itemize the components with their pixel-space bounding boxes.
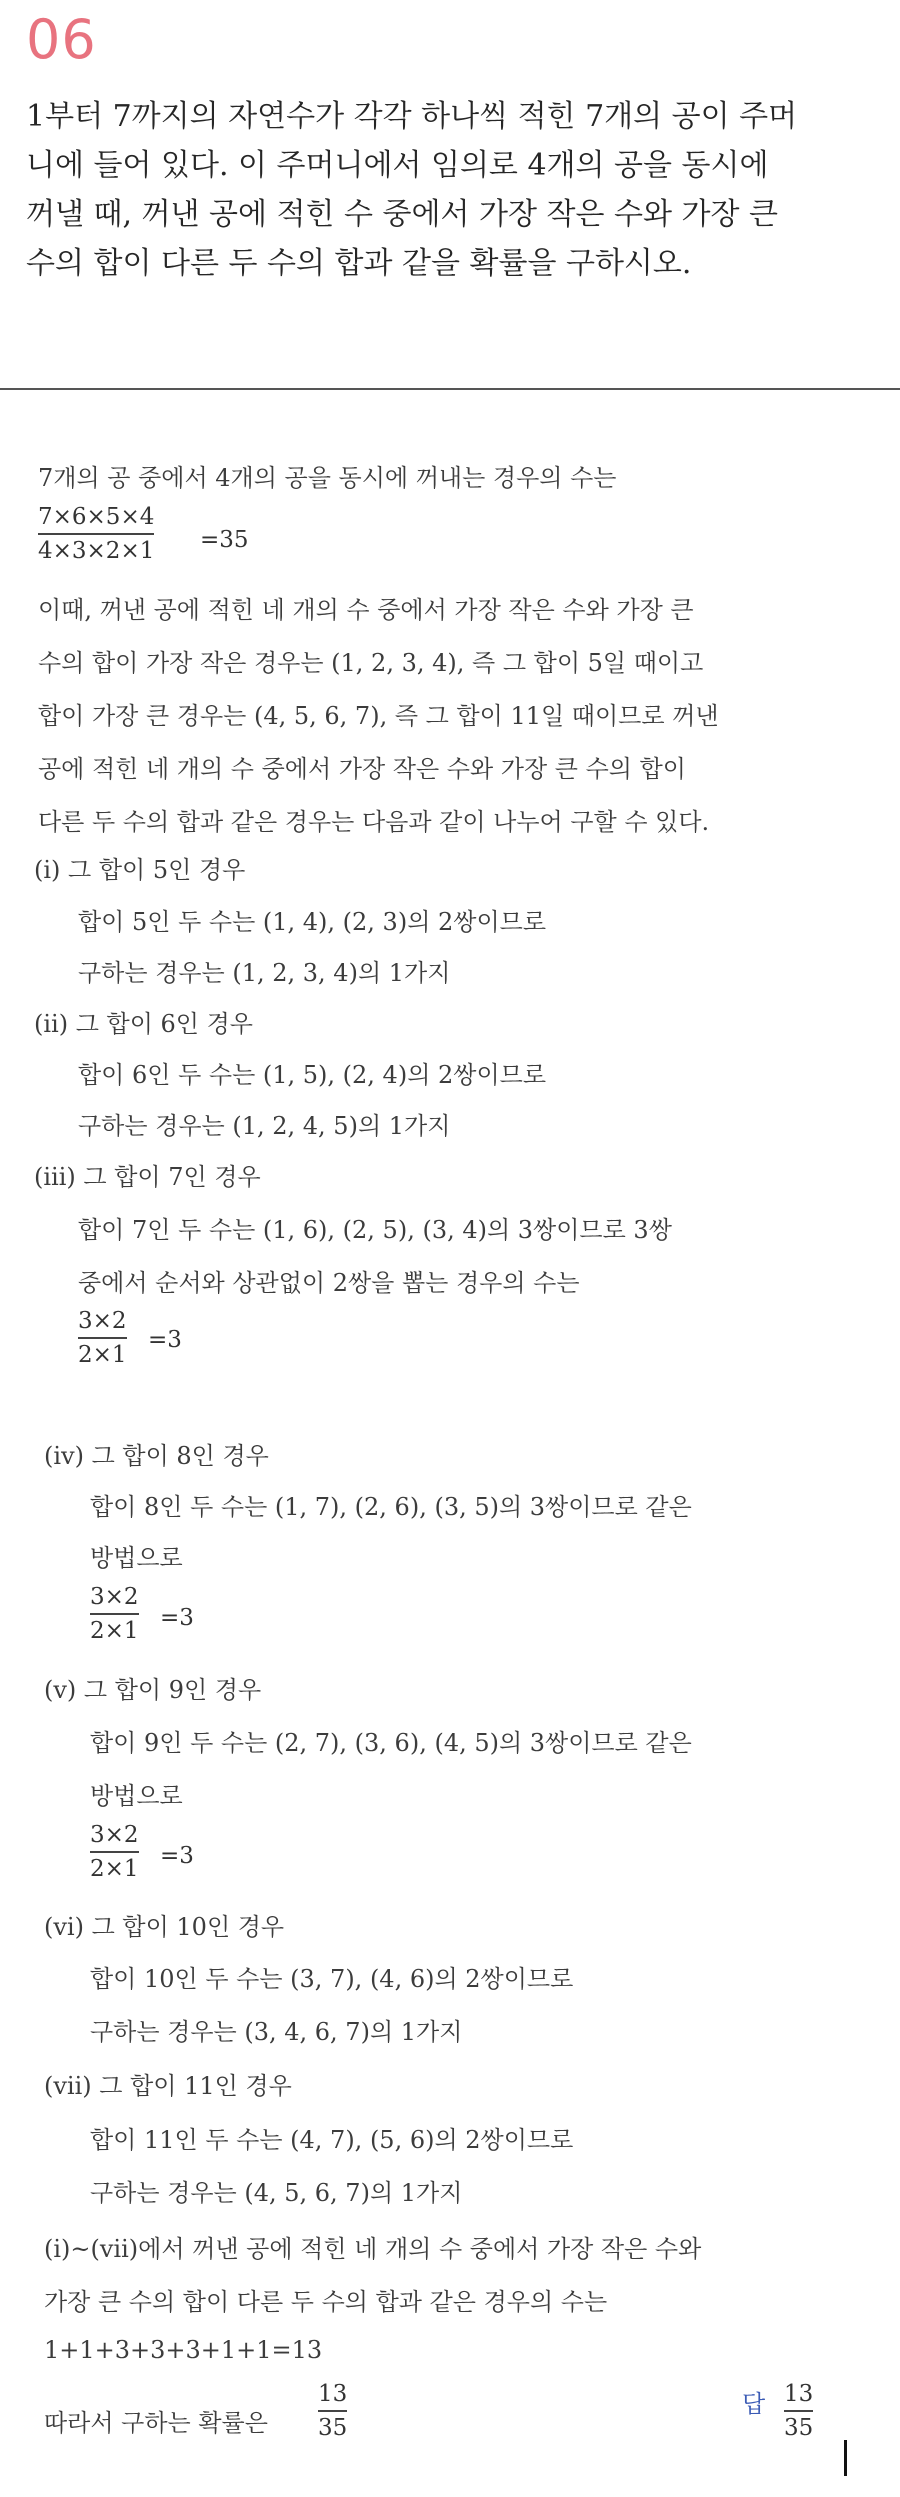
final-prefix: 따라서 구하는 확률은: [44, 2409, 268, 2437]
case-line: 합이 9인 두 수는 (2, 7), (3, 6), (4, 5)의 3쌍이므로 같은: [90, 1729, 692, 1757]
fraction-total-cases: [38, 503, 154, 565]
fraction-denominator: 2×1: [90, 1617, 139, 1644]
fraction-bar: [90, 1613, 139, 1615]
solution-line: 합이 가장 큰 경우는 (4, 5, 6, 7), 즉 그 합이 11일 때이므로 꺼낸: [38, 702, 719, 730]
fraction-case-5: [90, 1821, 139, 1883]
case-heading: (ⅰ) 그 합이 5인 경우: [34, 856, 246, 884]
case-line: 구하는 경우는 (1, 2, 4, 5)의 1가지: [78, 1112, 451, 1140]
case-line: 합이 11인 두 수는 (4, 7), (5, 6)의 2쌍이므로: [90, 2126, 574, 2154]
section-divider: [0, 388, 900, 390]
case-line: 합이 5인 두 수는 (1, 4), (2, 3)의 2쌍이므로: [78, 908, 547, 936]
fraction-result: =3: [160, 1843, 194, 1869]
case-line: 합이 6인 두 수는 (1, 5), (2, 4)의 2쌍이므로: [78, 1061, 547, 1089]
fraction-numerator: 3×2: [90, 1822, 139, 1848]
fraction-result: =3: [160, 1605, 194, 1631]
problem-text: [26, 92, 876, 288]
problem-line-1: 1부터 7까지의 자연수가 각각 하나씩 적힌 7개의 공이 주머: [26, 99, 798, 134]
case-heading: (ⅶ) 그 합이 11인 경우: [44, 2072, 292, 2100]
fraction-result: =35: [200, 527, 249, 553]
solution-line: 다른 두 수의 합과 같은 경우는 다음과 같이 나누어 구할 수 있다.: [38, 808, 710, 836]
fraction-case-4: [90, 1583, 139, 1645]
problem-line-2: 니에 들어 있다. 이 주머니에서 임의로 4개의 공을 동시에: [26, 148, 769, 183]
fraction-denominator: 4×3×2×1: [38, 537, 155, 564]
case-line: 구하는 경우는 (1, 2, 3, 4)의 1가지: [78, 959, 451, 987]
summary-sum: 1+1+3+3+3+1+1=13: [44, 2336, 323, 2364]
solution-line: 수의 합이 가장 작은 경우는 (1, 2, 3, 4), 즉 그 합이 5일 때이고: [38, 649, 704, 677]
fraction-bar: [78, 1337, 127, 1339]
summary-line: (ⅰ)~(ⅶ)에서 꺼낸 공에 적힌 네 개의 수 중에서 가장 작은 수와: [44, 2235, 702, 2263]
fraction-numerator: 3×2: [90, 1584, 139, 1610]
final-probability-fraction: [318, 2380, 347, 2442]
case-line: 방법으로: [90, 1782, 183, 1810]
fraction-bar: [318, 2410, 347, 2412]
case-line: 합이 10인 두 수는 (3, 7), (4, 6)의 2쌍이므로: [90, 1965, 574, 1993]
problem-line-4: 수의 합이 다른 두 수의 합과 같을 확률을 구하시오.: [26, 246, 692, 281]
fraction-numerator: 3×2: [78, 1308, 127, 1334]
case-line: 방법으로: [90, 1544, 183, 1572]
text-cursor: [844, 2440, 847, 2476]
case-line: 중에서 순서와 상관없이 2쌍을 뽑는 경우의 수는: [78, 1269, 580, 1297]
fraction-bar: [90, 1851, 139, 1853]
fraction-result: =3: [148, 1327, 182, 1353]
summary-line: 가장 큰 수의 합이 다른 두 수의 합과 같은 경우의 수는: [44, 2288, 608, 2316]
fraction-bar: [784, 2410, 813, 2412]
case-heading: (ⅵ) 그 합이 10인 경우: [44, 1913, 285, 1941]
case-heading: (ⅴ) 그 합이 9인 경우: [44, 1676, 262, 1704]
solution-line: 이때, 꺼낸 공에 적힌 네 개의 수 중에서 가장 작은 수와 가장 큰: [38, 596, 694, 624]
solution-line: 7개의 공 중에서 4개의 공을 동시에 꺼내는 경우의 수는: [38, 464, 617, 492]
case-heading: (ⅳ) 그 합이 8인 경우: [44, 1442, 269, 1470]
fraction-denominator: 35: [318, 2414, 348, 2441]
answer-fraction: [784, 2380, 813, 2442]
case-line: 구하는 경우는 (4, 5, 6, 7)의 1가지: [90, 2179, 463, 2207]
fraction-denominator: 2×1: [90, 1855, 139, 1882]
case-heading: (ⅲ) 그 합이 7인 경우: [34, 1163, 261, 1191]
fraction-bar: [38, 533, 154, 535]
fraction-denominator: 35: [784, 2414, 814, 2441]
case-line: 합이 7인 두 수는 (1, 6), (2, 5), (3, 4)의 3쌍이므로 3쌍: [78, 1216, 672, 1244]
fraction-case-3: [78, 1307, 127, 1369]
fraction-numerator: 13: [318, 2381, 348, 2407]
case-line: 합이 8인 두 수는 (1, 7), (2, 6), (3, 5)의 3쌍이므로 같은: [90, 1493, 692, 1521]
fraction-numerator: 7×6×5×4: [38, 504, 155, 530]
problem-line-3: 꺼낼 때, 꺼낸 공에 적힌 수 중에서 가장 작은 수와 가장 큰: [26, 197, 778, 232]
answer-label: 답: [742, 2390, 766, 2418]
case-line: 구하는 경우는 (3, 4, 6, 7)의 1가지: [90, 2018, 463, 2046]
problem-number: 06: [26, 8, 97, 71]
case-heading: (ⅱ) 그 합이 6인 경우: [34, 1010, 253, 1038]
fraction-numerator: 13: [784, 2381, 814, 2407]
solution-line: 공에 적힌 네 개의 수 중에서 가장 작은 수와 가장 큰 수의 합이: [38, 755, 686, 783]
fraction-denominator: 2×1: [78, 1341, 127, 1368]
